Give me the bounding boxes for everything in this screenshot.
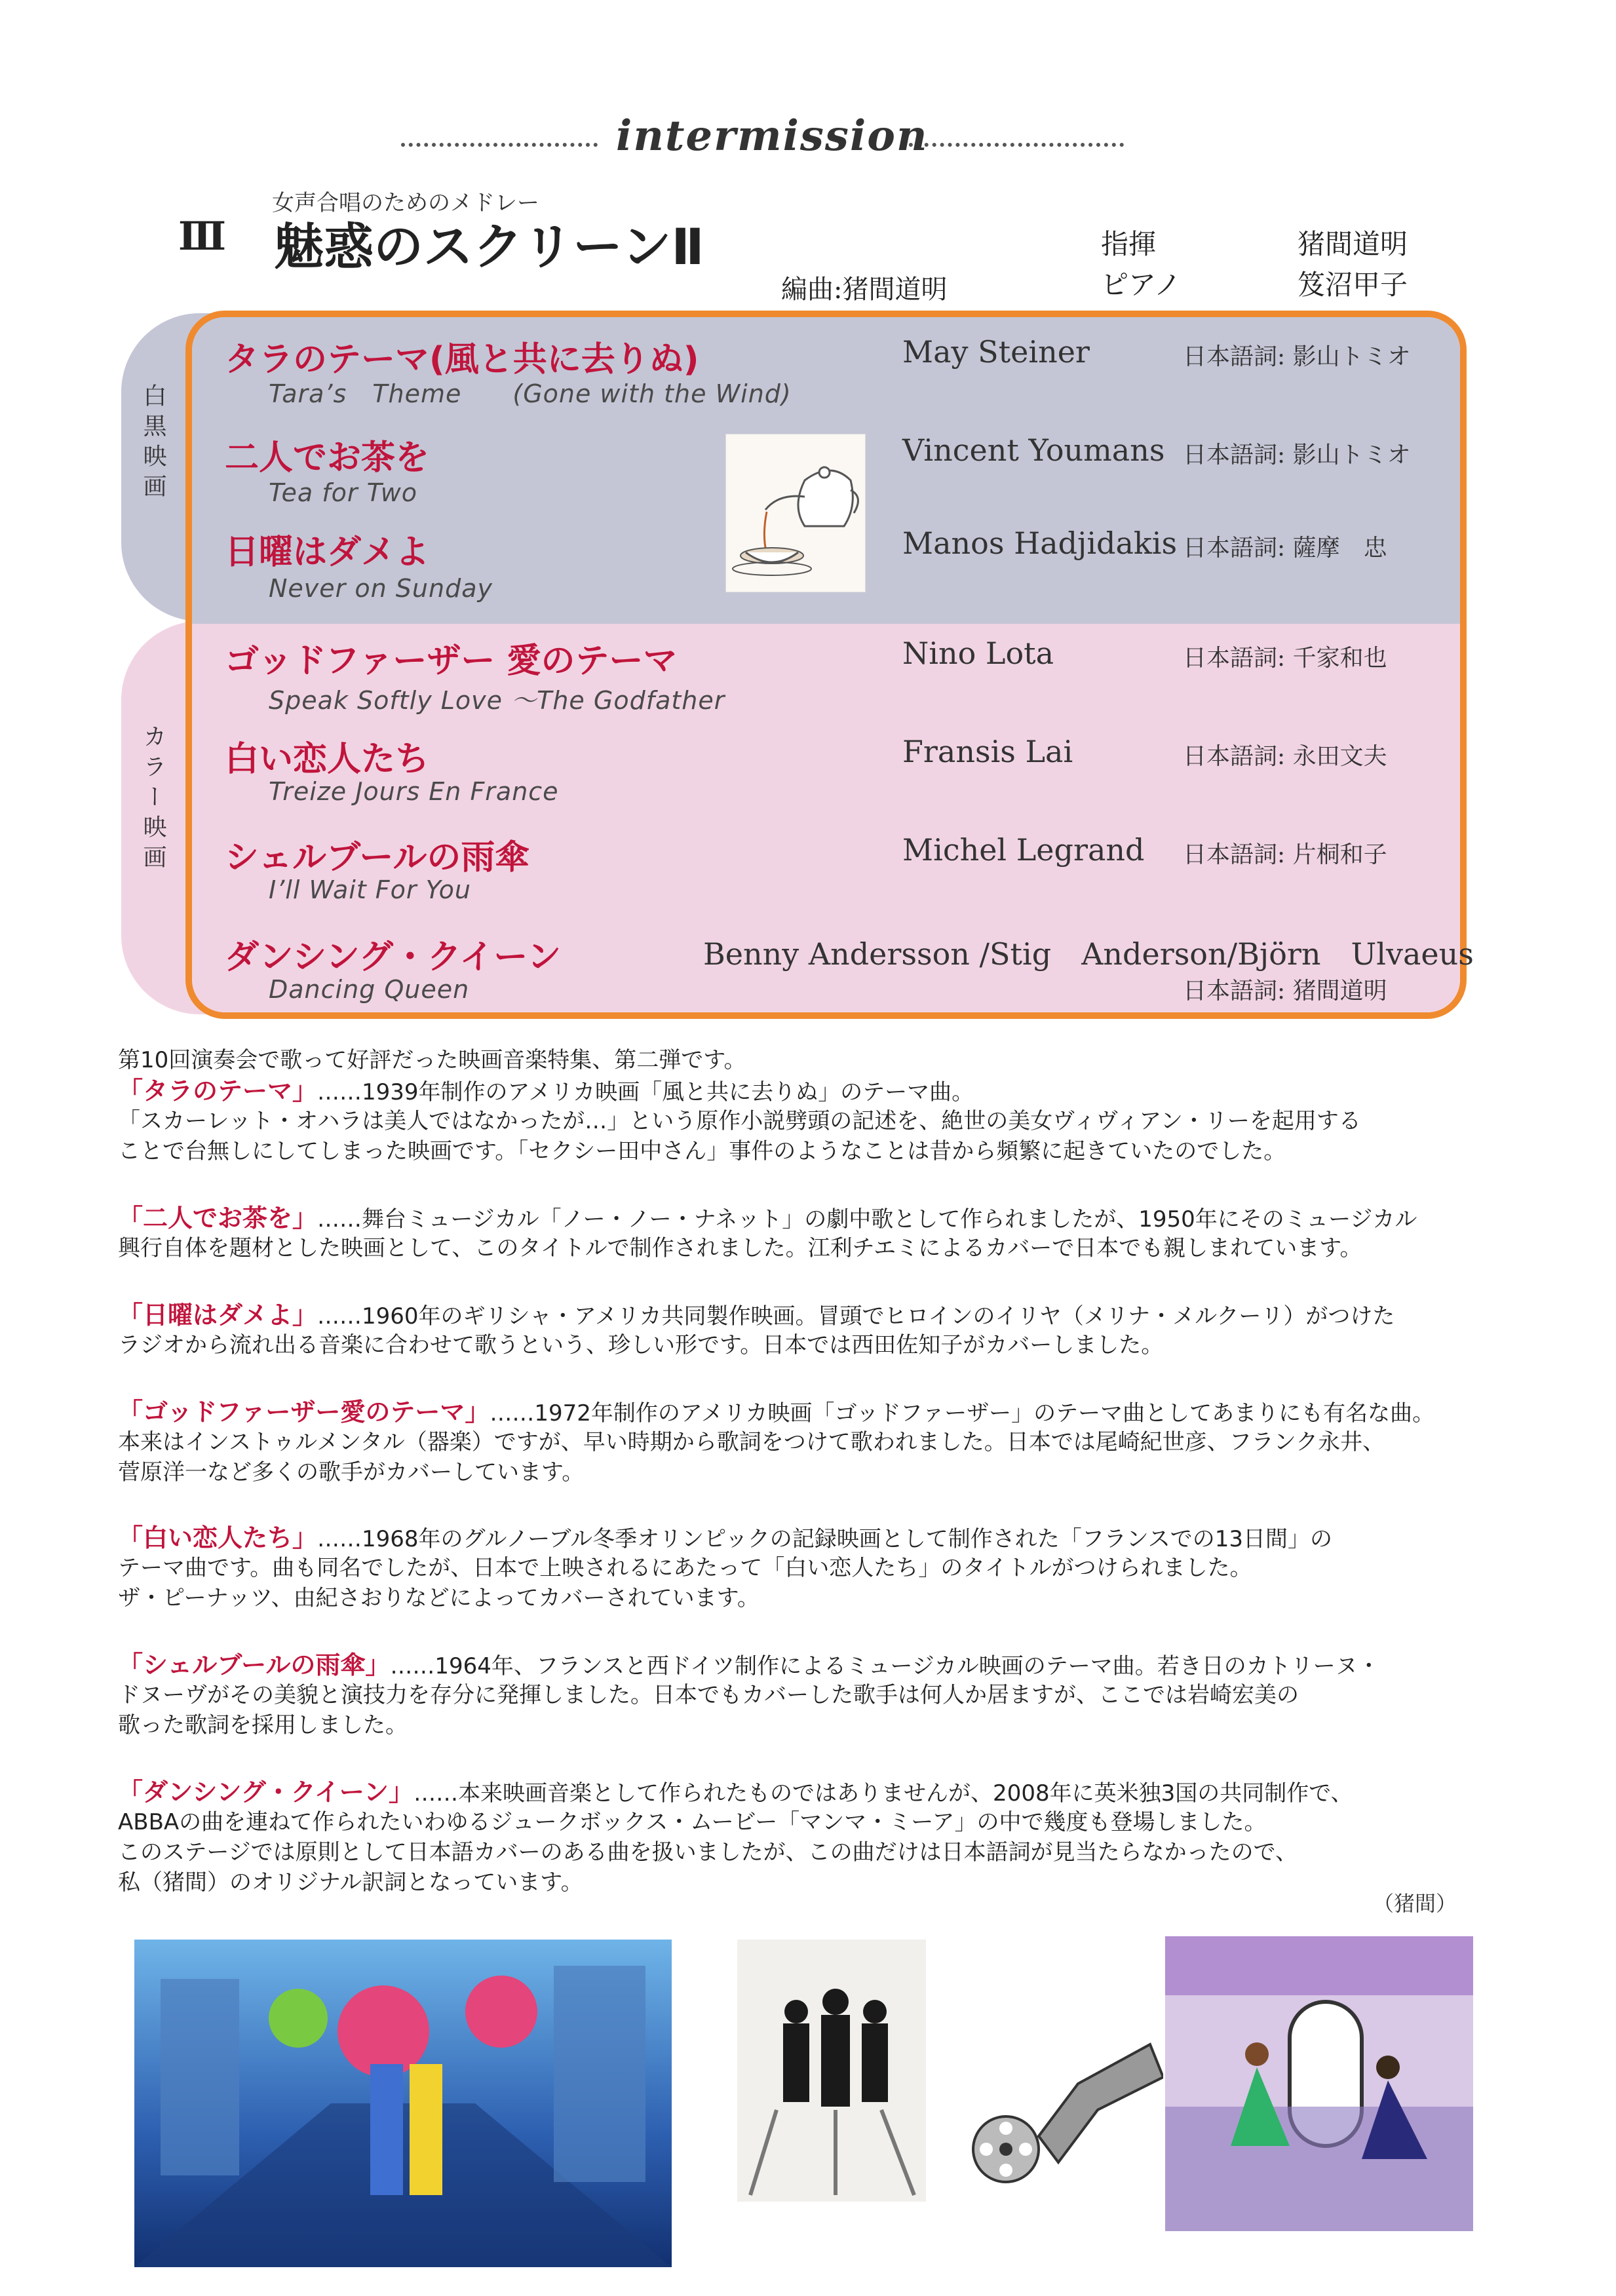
note-dancing-queen xyxy=(118,1778,1353,1807)
song-title-en: Treize Jours En France xyxy=(269,777,559,806)
page-title: 魅惑のスクリーンⅡ xyxy=(274,218,704,276)
song-lyricist: 日本語詞: 千家和也 xyxy=(1183,645,1387,672)
color-film-label: カラー映画 xyxy=(140,724,166,875)
song-composer: May Steiner xyxy=(902,334,1090,370)
note-heading: 「ダンシング・クイーン」 xyxy=(118,1778,414,1807)
note-text: このステージでは原則として日本語カバーのある曲を扱いましたが、この曲だけは日本語詞が見当たらなかったので、 xyxy=(118,1839,1298,1866)
bw-film-label: 白黒映画 xyxy=(140,383,166,504)
notes-intro: 第10回演奏会で歌って好評だった映画音楽特集、第二弾です。 xyxy=(118,1047,746,1073)
song-composer: Vincent Youmans xyxy=(902,432,1165,468)
song-title-en: Never on Sunday xyxy=(269,574,493,603)
note-white xyxy=(118,1524,1332,1553)
piano-name: 笈沼甲子 xyxy=(1298,269,1408,301)
song-title-jp: 二人でお茶を xyxy=(225,438,430,478)
song-title-jp: タラのテーマ(風と共に去りぬ) xyxy=(225,340,699,379)
note-text: 興行自体を題材とした映画として、このタイトルで制作されました。江利チエミによるカバーで日本でも親しまれています。 xyxy=(118,1235,1362,1261)
note-text: ……1968年のグルノーブル冬季オリンピックの記録映画として制作された「フランスでの13日間」の xyxy=(317,1526,1332,1552)
song-composer: Manos Hadjidakis xyxy=(902,526,1178,561)
note-text: ザ・ピーナッツ、由紀さおりなどによってカバーされています。 xyxy=(118,1585,760,1611)
note-text: ABBAの曲を連ねて作られたいわゆるジュークボックス・ムービー「マンマ・ミーア」の中で幾度も登場しました。 xyxy=(118,1809,1267,1835)
umbrella-couple-illustration xyxy=(134,1940,672,2267)
note-text: ……1939年制作のアメリカ映画「風と共に去りぬ」のテーマ曲。 xyxy=(317,1079,974,1105)
note-text: 菅原洋一など多くの歌手がカバーしています。 xyxy=(118,1459,585,1485)
song-composer: Fransis Lai xyxy=(902,734,1073,769)
note-heading: 「タラのテーマ」 xyxy=(118,1077,318,1105)
note-text: ドヌーヴがその美貌と演技力を存分に発揮しました。日本でもカバーした歌手は何人か居ますが、ここでは岩崎宏美の xyxy=(118,1682,1299,1708)
song-title-jp: ゴッドファーザー 愛のテーマ xyxy=(225,641,678,681)
song-title-en: Dancing Queen xyxy=(269,975,470,1004)
teacup-illustration xyxy=(725,434,866,592)
note-text: 「スカーレット・オハラは美人ではなかったが…」という原作小説劈頭の記述を、絶世の美女ヴィヴィアン・リーを起用する xyxy=(118,1108,1361,1134)
note-text: ラジオから流れ出る音楽に合わせて歌うという、珍しい形です。日本では西田佐知子がカバーしました。 xyxy=(118,1332,1164,1358)
stage-number: Ⅲ xyxy=(178,214,227,259)
intermission-heading: intermission xyxy=(616,111,929,161)
song-lyricist: 日本語詞: 片桐和子 xyxy=(1183,841,1387,868)
note-godfather xyxy=(118,1398,1434,1427)
song-title-en: Speak Softly Love ～The Godfather xyxy=(269,686,725,715)
note-heading: 「シェルブールの雨傘」 xyxy=(118,1651,391,1679)
note-cherbourg xyxy=(118,1651,1380,1680)
note-heading: 「二人でお茶を」 xyxy=(118,1204,318,1233)
film-reel-icon xyxy=(967,2031,1163,2202)
note-heading: 「白い恋人たち」 xyxy=(118,1523,318,1552)
dancers-illustration xyxy=(1165,1936,1473,2231)
author-signature: （猪間） xyxy=(1373,1891,1457,1916)
song-lyricist: 日本語詞: 永田文夫 xyxy=(1183,743,1387,770)
note-text: ことで台無しにしてしまった映画です。「セクシー田中さん」事件のようなことは昔から頻繁に起きていたのでした。 xyxy=(118,1138,1286,1164)
header-divider-right xyxy=(901,143,1124,147)
song-lyricist: 日本語詞: 影山トミオ xyxy=(1183,442,1411,469)
song-lyricist: 日本語詞: 猪間道明 xyxy=(1183,978,1387,1004)
note-tea xyxy=(118,1204,1417,1233)
song-title-jp: ダンシング・クイーン xyxy=(225,938,562,977)
song-title-en: Tara’s Theme (Gone with the Wind) xyxy=(269,379,792,408)
note-heading: 「ゴッドファーザー愛のテーマ」 xyxy=(118,1398,490,1426)
note-text: ……1972年制作のアメリカ映画「ゴッドファーザー」のテーマ曲としてあまりにも有名な曲。 xyxy=(490,1400,1435,1426)
note-text: 本来はインストゥルメンタル（器楽）ですが、早い時期から歌詞をつけて歌われました。日本では尾崎紀世彦、フランク永井、 xyxy=(118,1429,1385,1455)
note-heading: 「日曜はダメよ」 xyxy=(118,1301,318,1330)
song-composer: Benny Andersson /Stig Anderson/Björn Ulvaeus xyxy=(703,936,1474,972)
conductor-role: 指揮 xyxy=(1101,228,1157,260)
conductor-name: 猪間道明 xyxy=(1298,228,1408,260)
song-composer: Nino Lota xyxy=(902,636,1054,671)
medley-subtitle: 女声合唱のためのメドレー xyxy=(272,190,539,216)
note-sunday xyxy=(118,1301,1395,1330)
song-composer: Michel Legrand xyxy=(902,832,1145,868)
song-title-jp: シェルブールの雨傘 xyxy=(225,838,529,877)
arranger-credit: 編曲:猪間道明 xyxy=(781,275,948,305)
song-lyricist: 日本語詞: 薩摩 忠 xyxy=(1183,535,1387,562)
note-text: ……1964年、フランスと西ドイツ制作によるミュージカル映画のテーマ曲。若き日のカトリーヌ・ xyxy=(390,1653,1380,1679)
song-lyricist: 日本語詞: 影山トミオ xyxy=(1183,343,1411,370)
note-tara xyxy=(118,1077,974,1106)
song-title-jp: 日曜はダメよ xyxy=(225,533,430,572)
note-text: ……1960年のギリシャ・アメリカ共同製作映画。冒頭でヒロインのイリヤ（メリナ・メルクーリ）がつけた xyxy=(317,1303,1395,1330)
song-title-en: Tea for Two xyxy=(269,478,418,507)
gangster-silhouette xyxy=(737,1940,926,2202)
note-text: テーマ曲です。曲も同名でしたが、日本で上映されるにあたって「白い恋人たち」のタイトルがつけられました。 xyxy=(118,1555,1252,1581)
header-divider-left xyxy=(401,143,598,147)
piano-role: ピアノ xyxy=(1101,269,1182,301)
note-text: ……本来映画音楽として作られたものではありませんが、2008年に英米独3国の共同制作で、 xyxy=(414,1780,1353,1807)
note-text: ……舞台ミュージカル「ノー・ノー・ナネット」の劇中歌として作られましたが、1950年にそのミュージカル xyxy=(317,1206,1417,1233)
song-title-jp: 白い恋人たち xyxy=(225,740,430,779)
song-title-en: I’ll Wait For You xyxy=(269,875,471,904)
note-text: 私（猪間）のオリジナル訳詞となっています。 xyxy=(118,1869,583,1896)
note-text: 歌った歌詞を採用しました。 xyxy=(118,1712,408,1738)
